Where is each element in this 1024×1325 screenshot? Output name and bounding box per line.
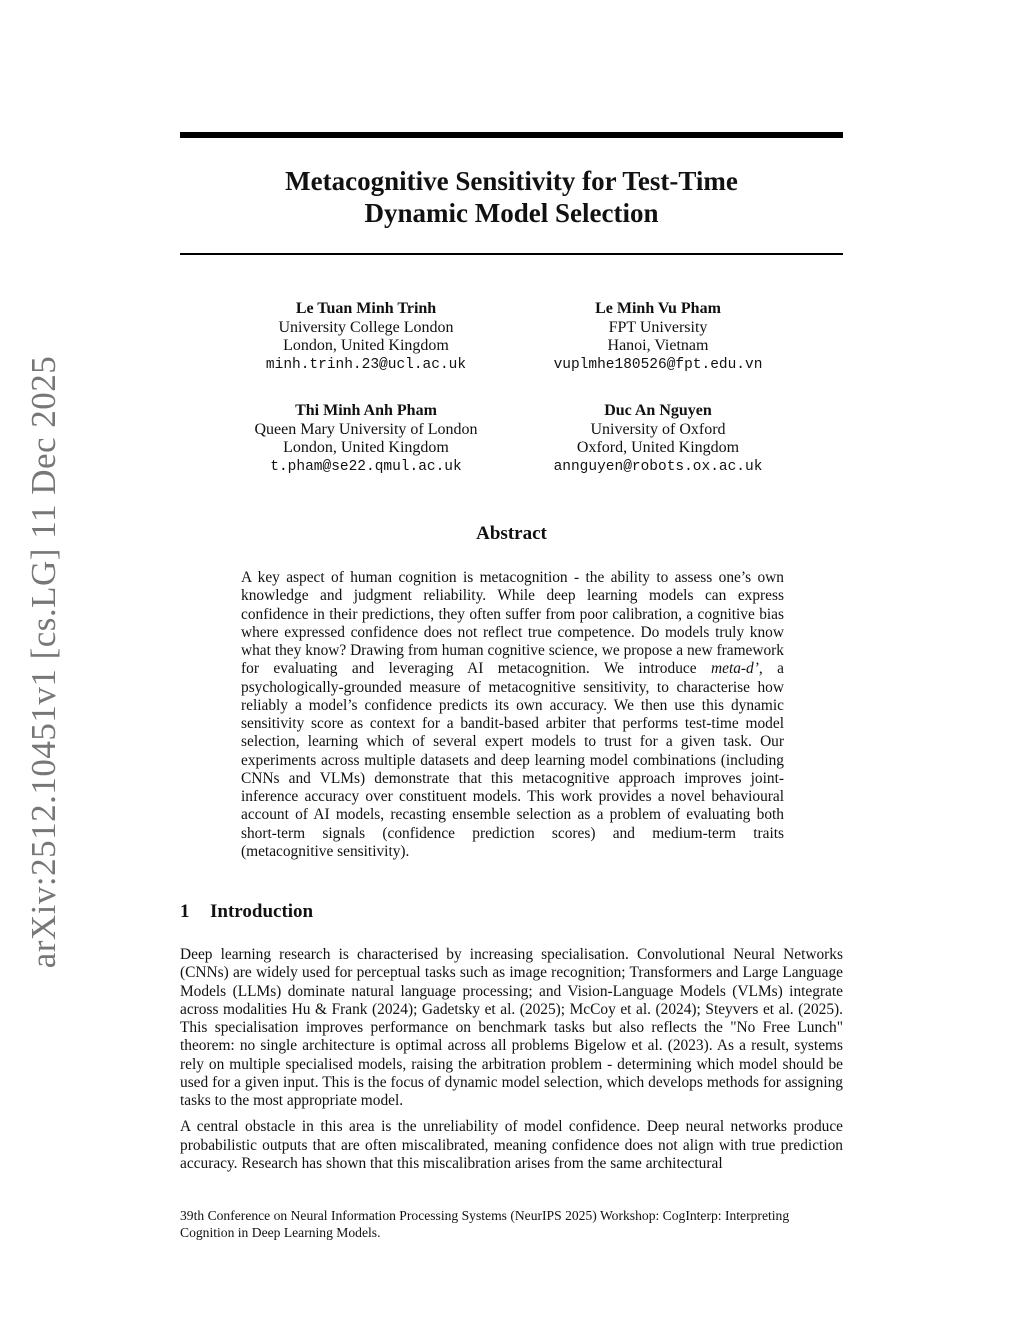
section-number: 1 xyxy=(180,901,190,922)
author-block-4 xyxy=(498,402,818,476)
author-location: Hanoi, Vietnam xyxy=(607,337,709,354)
author-location: London, United Kingdom xyxy=(283,439,449,456)
author-email: vuplmhe180526@fpt.edu.vn xyxy=(553,356,763,373)
section-heading-introduction xyxy=(180,901,313,923)
author-block-2 xyxy=(498,300,818,374)
author-name: Le Minh Vu Pham xyxy=(595,300,721,317)
author-affiliation: University College London xyxy=(278,318,454,336)
introduction-paragraph-1: Deep learning research is characterised by increasing specialisation. Convolutional Neural Networks (CNNs) are widely used for perceptual tasks such as image recognition; Transformers and Large Language Models (LLMs) dominate natural language processing; and Vision-Language Models (VLMs) integrate across modalities Hu & Frank (2024); Gadetsky et al. (2025); McCoy et al. (2024); Steyvers et al. (2025). This specialisation improves performance on benchmark tasks but also reflects the "No Free Lunch" theorem: no single architecture is optimal across all problems Bigelow et al. (2023). As a result, systems rely on multiple specialised models, raising the arbitration problem - determining which model should be used for a given input. This is the focus of dynamic model selection, which develops methods for assigning tasks to the most appropriate model. xyxy=(180,946,843,1109)
abstract-paragraph xyxy=(241,569,784,861)
section-title: Introduction xyxy=(210,901,314,922)
conference-footnote: 39th Conference on Neural Information Processing Systems (NeurIPS 2025) Workshop: CogInterp: Interpreting Cognition in Deep Learning Models. xyxy=(180,1208,790,1240)
paper-title xyxy=(180,165,843,229)
author-block-3 xyxy=(206,402,526,476)
author-email: minh.trinh.23@ucl.ac.uk xyxy=(265,356,467,373)
introduction-paragraph-2: A central obstacle in this area is the unreliability of model confidence. Deep neural networks produce probabilistic outputs that are often miscalibrated, meaning confidence does not align with true prediction accuracy. Research has shown that this miscalibration arises from the same architectural xyxy=(180,1118,843,1172)
arxiv-identifier-stamp: arXiv:2512.10451v1 [cs.LG] 11 Dec 2025 xyxy=(24,355,63,969)
abstract-body xyxy=(241,569,784,861)
title-top-rule xyxy=(180,132,843,138)
abstract-text-part-2: , a psychologically-grounded measure of metacognitive sensitivity, to characterise how reliably a model’s confidence predicts its own accuracy. We then use this dynamic sensitivity score as context for a bandit-based arbiter that performs test-time model selection, learning which of several expert models to trust for a given task. Our experiments across multiple datasets and deep learning model combinations (including CNNs and VLMs) demonstrate that this metacognitive approach improves joint-inference accuracy over constituent models. This work provides a novel behavioural account of AI models, recasting ensemble selection as a problem of evaluating both short-term signals (confidence prediction scores) and medium-term traits (metacognitive sensitivity). xyxy=(241,660,784,860)
paper-title-line-1: Metacognitive Sensitivity for Test-Time xyxy=(285,166,738,196)
author-name: Duc An Nguyen xyxy=(604,402,712,419)
author-location: London, United Kingdom xyxy=(283,337,449,354)
author-block-1 xyxy=(206,300,526,374)
abstract-emphasis-meta-d: meta-d’ xyxy=(711,660,759,678)
author-location: Oxford, United Kingdom xyxy=(576,439,740,456)
author-affiliation: University of Oxford xyxy=(590,420,726,438)
author-email: t.pham@se22.qmul.ac.uk xyxy=(270,458,462,475)
author-affiliation: Queen Mary University of London xyxy=(254,420,478,438)
author-name: Thi Minh Anh Pham xyxy=(295,402,437,419)
author-name: Le Tuan Minh Trinh xyxy=(295,300,437,317)
abstract-text-part-1: A key aspect of human cognition is metacognition - the ability to assess one’s own knowledge and judgment reliability. While deep learning models can express confidence in their predictions, they often suffer from poor calibration, a cognitive bias where expressed confidence does not reflect true competence. Do models truly know what they know? Drawing from human cognitive science, we propose a new framework for evaluating and leveraging AI metacognition. We introduce xyxy=(241,569,784,678)
author-email: annguyen@robots.ox.ac.uk xyxy=(553,458,763,475)
introduction-body xyxy=(180,946,843,1181)
title-bottom-rule xyxy=(180,253,843,255)
abstract-heading: Abstract xyxy=(476,523,547,544)
author-affiliation: FPT University xyxy=(608,318,708,336)
paper-title-line-2: Dynamic Model Selection xyxy=(364,198,659,228)
